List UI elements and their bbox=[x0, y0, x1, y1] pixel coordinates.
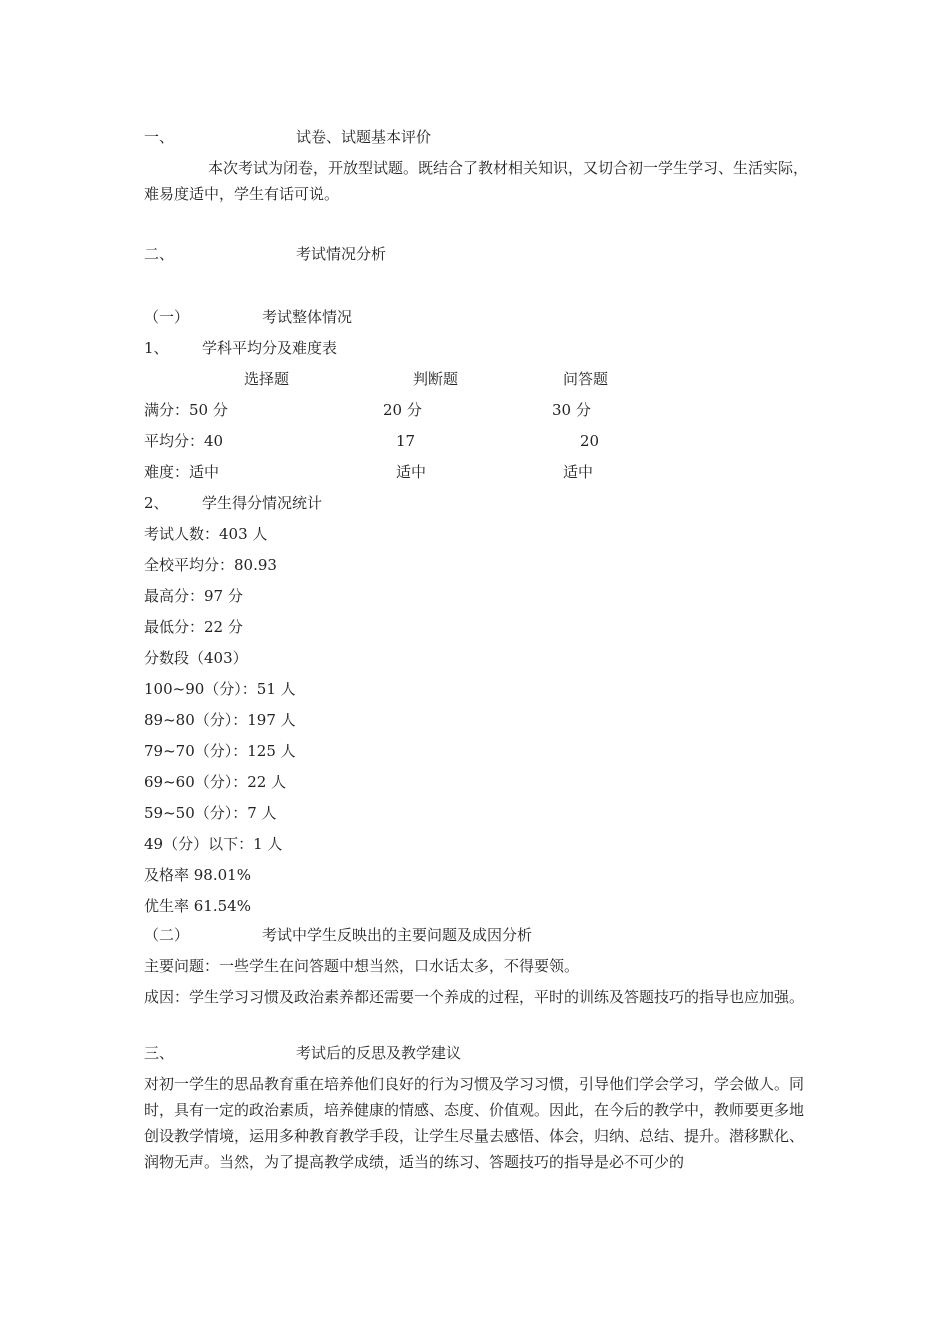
table-header-judge: 判断题 bbox=[413, 370, 459, 388]
section3-title: 考试后的反思及教学建议 bbox=[296, 1044, 462, 1062]
section1-paragraph: 本次考试为闭卷，开放型试题。既结合了教材相关知识，又切合初一学生学习、生活实际，难易度适中，学生有话可说。 bbox=[144, 159, 809, 203]
cause-paragraph: 成因：学生学习习惯及政治素养都还需要一个养成的过程，平时的训练及答题技巧的指导也应加强。 bbox=[144, 988, 805, 1006]
subsection2-number: （二） bbox=[144, 926, 190, 944]
stat-line: 59~50（分）：7 人 bbox=[144, 804, 277, 822]
table-row-difficulty-label: 难度：适中 bbox=[144, 463, 220, 481]
stat-line: 最高分：97 分 bbox=[144, 587, 243, 605]
item1-title: 学科平均分及难度表 bbox=[202, 339, 338, 357]
section2-title: 考试情况分析 bbox=[296, 245, 387, 263]
stat-line: 全校平均分：80.93 bbox=[144, 556, 277, 574]
stat-line: 分数段（403） bbox=[144, 649, 248, 667]
stat-line: 69~60（分）：22 人 bbox=[144, 773, 287, 791]
section3-number: 三、 bbox=[144, 1044, 175, 1062]
item1-number: 1、 bbox=[144, 339, 169, 357]
table-row-full-judge: 20 分 bbox=[383, 401, 422, 419]
table-row-difficulty-qa: 适中 bbox=[563, 463, 594, 481]
section2-number: 二、 bbox=[144, 245, 175, 263]
stat-line: 最低分：22 分 bbox=[144, 618, 243, 636]
table-header-choice: 选择题 bbox=[244, 370, 290, 388]
subsection1-number: （一） bbox=[144, 308, 190, 326]
table-row-average-judge: 17 bbox=[396, 432, 416, 450]
table-row-full-qa: 30 分 bbox=[552, 401, 591, 419]
stat-line: 及格率 98.01% bbox=[144, 866, 251, 884]
table-row-difficulty-judge: 适中 bbox=[396, 463, 427, 481]
subsection2-title: 考试中学生反映出的主要问题及成因分析 bbox=[262, 926, 533, 944]
table-row-average-qa: 20 bbox=[580, 432, 600, 450]
stat-line: 49（分）以下：1 人 bbox=[144, 835, 283, 853]
stat-line: 优生率 61.54% bbox=[144, 897, 251, 915]
table-row-average-label: 平均分：40 bbox=[144, 432, 224, 450]
table-header-qa: 问答题 bbox=[563, 370, 609, 388]
section1-number: 一、 bbox=[144, 128, 175, 146]
problem-text: 主要问题：一些学生在问答题中想当然，口水话太多，不得要领。 bbox=[144, 957, 580, 975]
stat-line: 考试人数：403 人 bbox=[144, 525, 268, 543]
item2-title: 学生得分情况统计 bbox=[202, 494, 323, 512]
stat-line: 79~70（分）：125 人 bbox=[144, 742, 296, 760]
item2-number: 2、 bbox=[144, 494, 169, 512]
stat-line: 100~90（分）：51 人 bbox=[144, 680, 296, 698]
stat-line: 89~80（分）：197 人 bbox=[144, 711, 296, 729]
section1-title: 试卷、试题基本评价 bbox=[296, 128, 432, 146]
table-row-full-label: 满分：50 分 bbox=[144, 401, 228, 419]
subsection1-title: 考试整体情况 bbox=[262, 308, 353, 326]
section3-paragraph: 对初一学生的思品教育重在培养他们良好的行为习惯及学习习惯，引导他们学会学习，学会做人。同时，具有一定的政治素质，培养健康的情感、态度、价值观。因此，在今后的教学中，教师要更多地创设教学情境，运用多种教育教学手段，让学生尽量去感悟、体会，归纳、总结、提升。潜移默化、润物无声。当然，为了提高教学成绩，适当的练习、答题技巧的指导是必不可少的 bbox=[144, 1075, 805, 1171]
